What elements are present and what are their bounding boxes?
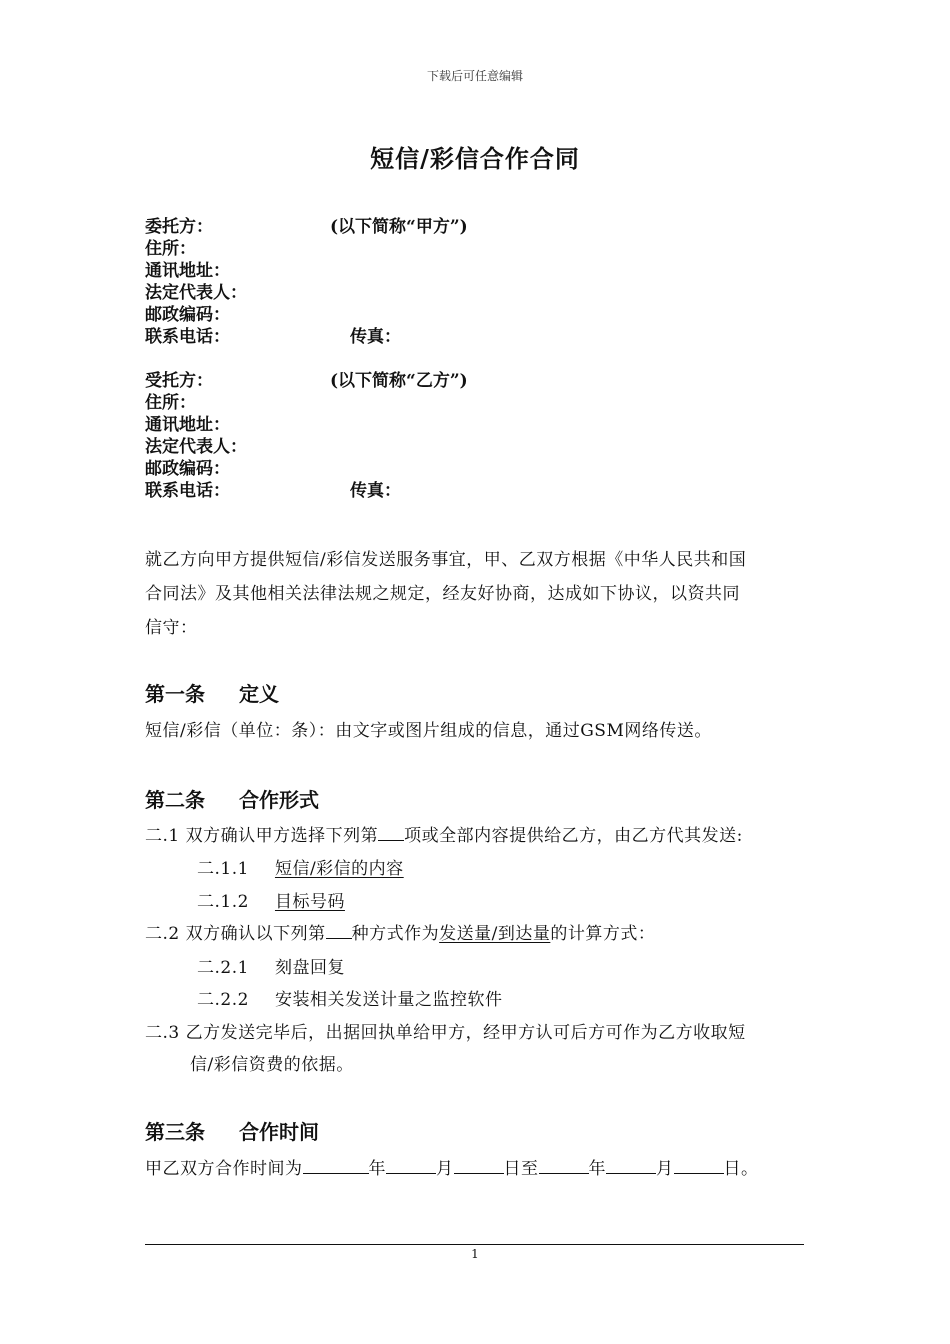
clause-2-1: 二.1 双方确认甲方选择下列第 项或全部内容提供给乙方，由乙方代其发送: (145, 826, 743, 846)
clause-2-2-1 (197, 953, 345, 978)
party-a-label: 委托方： (145, 217, 213, 237)
date-blank (454, 1159, 504, 1174)
article-2-heading (145, 784, 319, 813)
clause-2-2: 二.2 双方确认以下列第 种方式作为发送量/到达量的计算方式： (145, 924, 656, 944)
preamble-line: 就乙方向甲方提供短信/彩信发送服务事宜，甲、乙双方根据《中华人民共和国 (145, 550, 747, 570)
article-1-heading (145, 678, 279, 707)
document-title: 短信/彩信合作合同 (370, 144, 580, 173)
party-a-fax: 传真： (350, 327, 401, 347)
party-b-label: 受托方： (145, 371, 213, 391)
party-a-mail-address: 通讯地址： (145, 261, 230, 281)
date-blank (606, 1159, 656, 1174)
party-b-legal-rep: 法定代表人： (145, 437, 247, 457)
article-title: 合作时间 (239, 1120, 319, 1144)
choice-blank (326, 924, 352, 939)
clause-text: 目标号码 (274, 892, 345, 912)
party-a-alias: (以下简称“甲方”) (330, 217, 468, 237)
party-b-mail-address: 通讯地址： (145, 415, 230, 435)
article-1-text: 短信/彩信（单位：条）：由文字或图片组成的信息，通过GSM网络传送。 (145, 721, 712, 741)
footer-divider (145, 1244, 804, 1245)
party-b-fax: 传真： (350, 481, 401, 501)
article-number: 第一条 (145, 682, 205, 706)
clause-number: 二.2.1 (197, 958, 249, 978)
clause-2-1-1 (197, 854, 404, 879)
clause-number: 二.1.2 (197, 892, 249, 912)
clause-text: 安装相关发送计量之监控软件 (274, 990, 503, 1010)
header-note: 下载后可任意编辑 (426, 69, 523, 83)
clause-number: 二.2.2 (197, 990, 249, 1010)
clause-2-2-2 (197, 985, 502, 1010)
clause-2-3-line: 信/彩信资费的依据。 (190, 1055, 354, 1075)
article-3-heading (145, 1116, 319, 1145)
party-a-address: 住所： (145, 239, 196, 259)
choice-blank (378, 826, 404, 841)
party-a-postcode: 邮政编码： (145, 305, 230, 325)
page-number: 1 (471, 1247, 479, 1261)
clause-2-3-line: 二.3 乙方发送完毕后，出据回执单给甲方，经甲方认可后方可作为乙方收取短 (145, 1023, 746, 1043)
party-b-phone: 联系电话： (145, 481, 230, 501)
date-blank (303, 1159, 369, 1174)
article-title: 合作形式 (239, 788, 319, 812)
party-a-legal-rep: 法定代表人： (145, 283, 247, 303)
article-number: 第二条 (145, 788, 205, 812)
party-b-alias: (以下简称“乙方”) (330, 371, 468, 391)
date-blank (539, 1159, 589, 1174)
party-b-address: 住所： (145, 393, 196, 413)
article-3-text: 甲乙双方合作时间为 年 月 日至 年 月 日。 (145, 1159, 759, 1179)
article-title: 定义 (239, 682, 279, 706)
preamble-line: 信守： (145, 618, 198, 638)
date-blank (674, 1159, 724, 1174)
party-b-postcode: 邮政编码： (145, 459, 230, 479)
clause-number: 二.1.1 (197, 859, 249, 879)
clause-text: 刻盘回复 (274, 958, 345, 978)
date-blank (386, 1159, 436, 1174)
party-a-phone: 联系电话： (145, 327, 230, 347)
clause-text: 短信/彩信的内容 (274, 859, 404, 879)
preamble-line: 合同法》及其他相关法律法规之规定，经友好协商，达成如下协议，以资共同 (145, 584, 740, 604)
clause-2-1-2 (197, 887, 345, 912)
article-number: 第三条 (145, 1120, 205, 1144)
